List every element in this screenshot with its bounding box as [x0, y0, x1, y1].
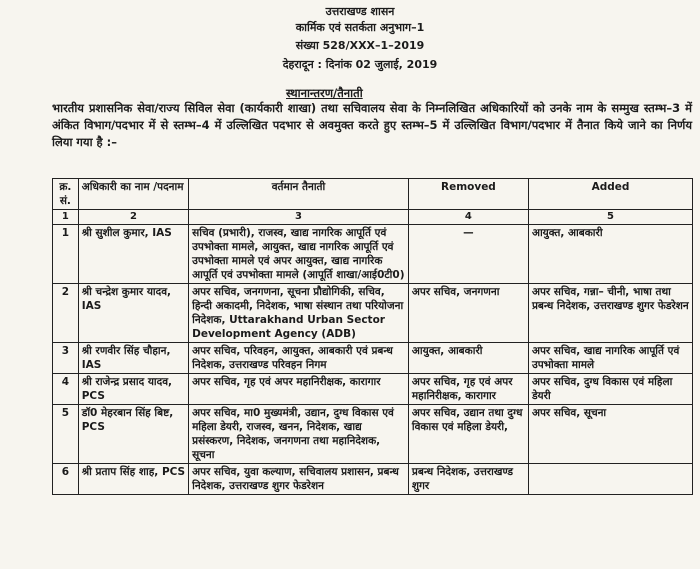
current-posting: अपर सचिव, युवा कल्याण, सचिवालय प्रशासन, प्रबन्ध निदेशक, उत्तराखण्ड शुगर फेडरेशन — [189, 464, 409, 495]
officer-name: श्री प्रताप सिंह शाह, PCS — [78, 464, 188, 495]
table-row — [53, 374, 693, 405]
header-current-posting: वर्तमान तैनाती — [189, 179, 409, 210]
col-number: 5 — [528, 210, 692, 225]
current-posting: अपर सचिव, जनगणना, सूचना प्रौद्योगिकी, सचिव, हिन्दी अकादमी, निदेशक, भाषा संस्थान तथा परियोजना निदेशक, Uttarakhand Urban Sector Development Agency (ADB) — [189, 284, 409, 343]
row-sno: 2 — [53, 284, 79, 343]
order-number: संख्या 528/XXX–1–2019 — [295, 39, 425, 52]
row-sno: 6 — [53, 464, 79, 495]
row-sno: 3 — [53, 343, 79, 374]
removed-posting: — — [408, 225, 528, 284]
header-name: अधिकारी का नाम /पदनाम — [78, 179, 188, 210]
transfer-table — [52, 178, 693, 495]
header-removed: Removed — [408, 179, 528, 210]
officer-name: श्री चन्द्रेश कुमार यादव, IAS — [78, 284, 188, 343]
added-posting: अपर सचिव, गन्ना– चीनी, भाषा तथा प्रबन्ध निदेशक, उत्तराखण्ड शुगर फेडरेशन — [528, 284, 692, 343]
column-number-row — [53, 210, 693, 225]
removed-posting: अपर सचिव, उद्यान तथा दुग्ध विकास एवं महिला डेयरी, — [408, 405, 528, 464]
removed-posting: अपर सचिव, गृह एवं अपर महानिरीक्षक, कारागार — [408, 374, 528, 405]
col-number: 1 — [53, 210, 79, 225]
added-posting: अपर सचिव, सूचना — [528, 405, 692, 464]
current-posting: अपर सचिव, गृह एवं अपर महानिरीक्षक, कारागार — [189, 374, 409, 405]
table-row — [53, 464, 693, 495]
order-date: देहरादून : दिनांक 02 जुलाई, 2019 — [282, 58, 438, 71]
added-posting: आयुक्त, आबकारी — [528, 225, 692, 284]
officer-name: डॉ0 मेहरबान सिंह बिष्ट, PCS — [78, 405, 188, 464]
department-name: कार्मिक एवं सतर्कता अनुभाग–1 — [295, 21, 425, 34]
col-number: 4 — [408, 210, 528, 225]
col-number: 2 — [78, 210, 188, 225]
current-posting: सचिव (प्रभारी), राजस्व, खाद्य नागरिक आपूर्ति एवं उपभोक्ता मामले, आयुक्त, खाद्य नागरिक आपूर्ति एवं उपभोक्ता मामले एवं अपर आयुक्त, खाद्य नागरिक आपूर्ति एवं उपभोक्ता मामले (आपूर्ति शाखा/आई0टी0) — [189, 225, 409, 284]
removed-posting: अपर सचिव, जनगणना — [408, 284, 528, 343]
removed-posting: प्रबन्ध निदेशक, उत्तराखण्ड शुगर — [408, 464, 528, 495]
row-sno: 5 — [53, 405, 79, 464]
col-number: 3 — [189, 210, 409, 225]
added-posting: अपर सचिव, दुग्ध विकास एवं महिला डेयरी — [528, 374, 692, 405]
added-posting — [528, 464, 692, 495]
row-sno: 4 — [53, 374, 79, 405]
added-posting: अपर सचिव, खाद्य नागरिक आपूर्ति एवं उपभोक्ता मामले — [528, 343, 692, 374]
officer-name: श्री राजेन्द्र प्रसाद यादव, PCS — [78, 374, 188, 405]
subject-heading: स्थानान्तरण/तैनाती — [286, 86, 363, 100]
current-posting: अपर सचिव, मा0 मुख्यमंत्री, उद्यान, दुग्ध विकास एवं महिला डेयरी, राजस्व, खनन, निदेशक, खाद्य प्रसंस्करण, निदेशक, जनगणना तथा महानिदेशक, सूचना — [189, 405, 409, 464]
officer-name: श्री रणवीर सिंह चौहान, IAS — [78, 343, 188, 374]
current-posting: अपर सचिव, परिवहन, आयुक्त, आबकारी एवं प्रबन्ध निदेशक, उत्तराखण्ड परिवहन निगम — [189, 343, 409, 374]
table-row — [53, 284, 693, 343]
officer-name: श्री सुशील कुमार, IAS — [78, 225, 188, 284]
govt-name: उत्तराखण्ड शासन — [325, 5, 395, 18]
header-added: Added — [528, 179, 692, 210]
header-sno: क्र. सं. — [53, 179, 79, 210]
table-row — [53, 225, 693, 284]
removed-posting: आयुक्त, आबकारी — [408, 343, 528, 374]
intro-paragraph: भारतीय प्रशासनिक सेवा/राज्य सिविल सेवा (कार्यकारी शाखा) तथा सचिवालय सेवा के निम्नलिखित अधिकारियों को उनके नाम के सम्मुख स्तम्भ–3 में अंकित विभाग/पदभार में से स्तम्भ–4 में उल्लिखित पदभार से अवमुक्त करते हुए स्तम्भ–5 में उल्लिखित विभाग/पदभार में तैनात किये जाने का निर्णय लिया गया है :– — [52, 101, 692, 149]
table-row — [53, 343, 693, 374]
table-header-row — [53, 179, 693, 210]
table-row — [53, 405, 693, 464]
row-sno: 1 — [53, 225, 79, 284]
